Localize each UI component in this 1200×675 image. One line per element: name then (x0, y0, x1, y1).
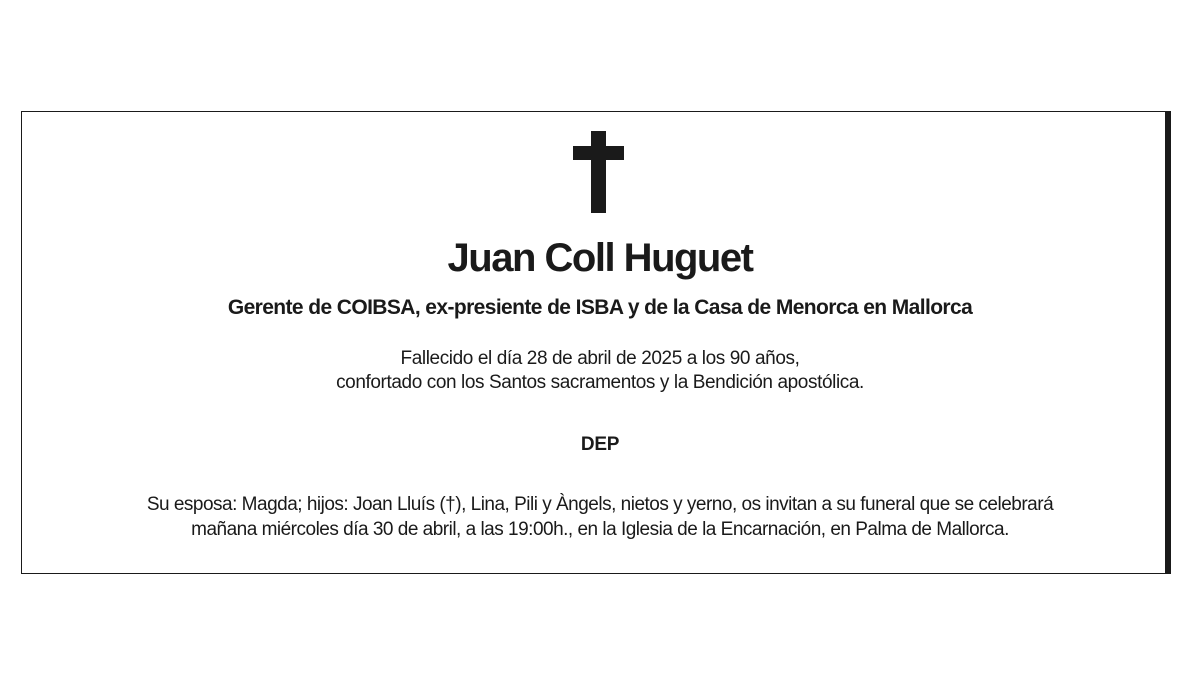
deceased-role: Gerente de COIBSA, ex-presiente de ISBA y de la Casa de Menorca en Mallorca (227, 296, 973, 319)
funeral-info (0, 492, 1200, 542)
funeral-info-line-1: Su esposa: Magda; hijos: Joan Lluís (†), Lina, Pili y Àngels, nietos y yerno, os invitan a su funeral que se celebrará (146, 494, 1054, 515)
funeral-info-line-2: mañana miércoles día 30 de abril, a las 19:00h., en la Iglesia de la Encarnación, en Palma de Mallorca. (191, 519, 1009, 540)
death-info-line-1: Fallecido el día 28 de abril de 2025 a los 90 años, (400, 348, 800, 369)
death-info (0, 347, 1200, 395)
dep-label: DEP (580, 434, 620, 455)
cross-icon (573, 131, 624, 213)
death-info-line-2: confortado con los Santos sacramentos y la Bendición apostólica. (336, 372, 864, 393)
cross-vertical-bar (591, 131, 606, 213)
cross-horizontal-bar (573, 146, 624, 160)
deceased-name: Juan Coll Huguet (447, 236, 753, 280)
